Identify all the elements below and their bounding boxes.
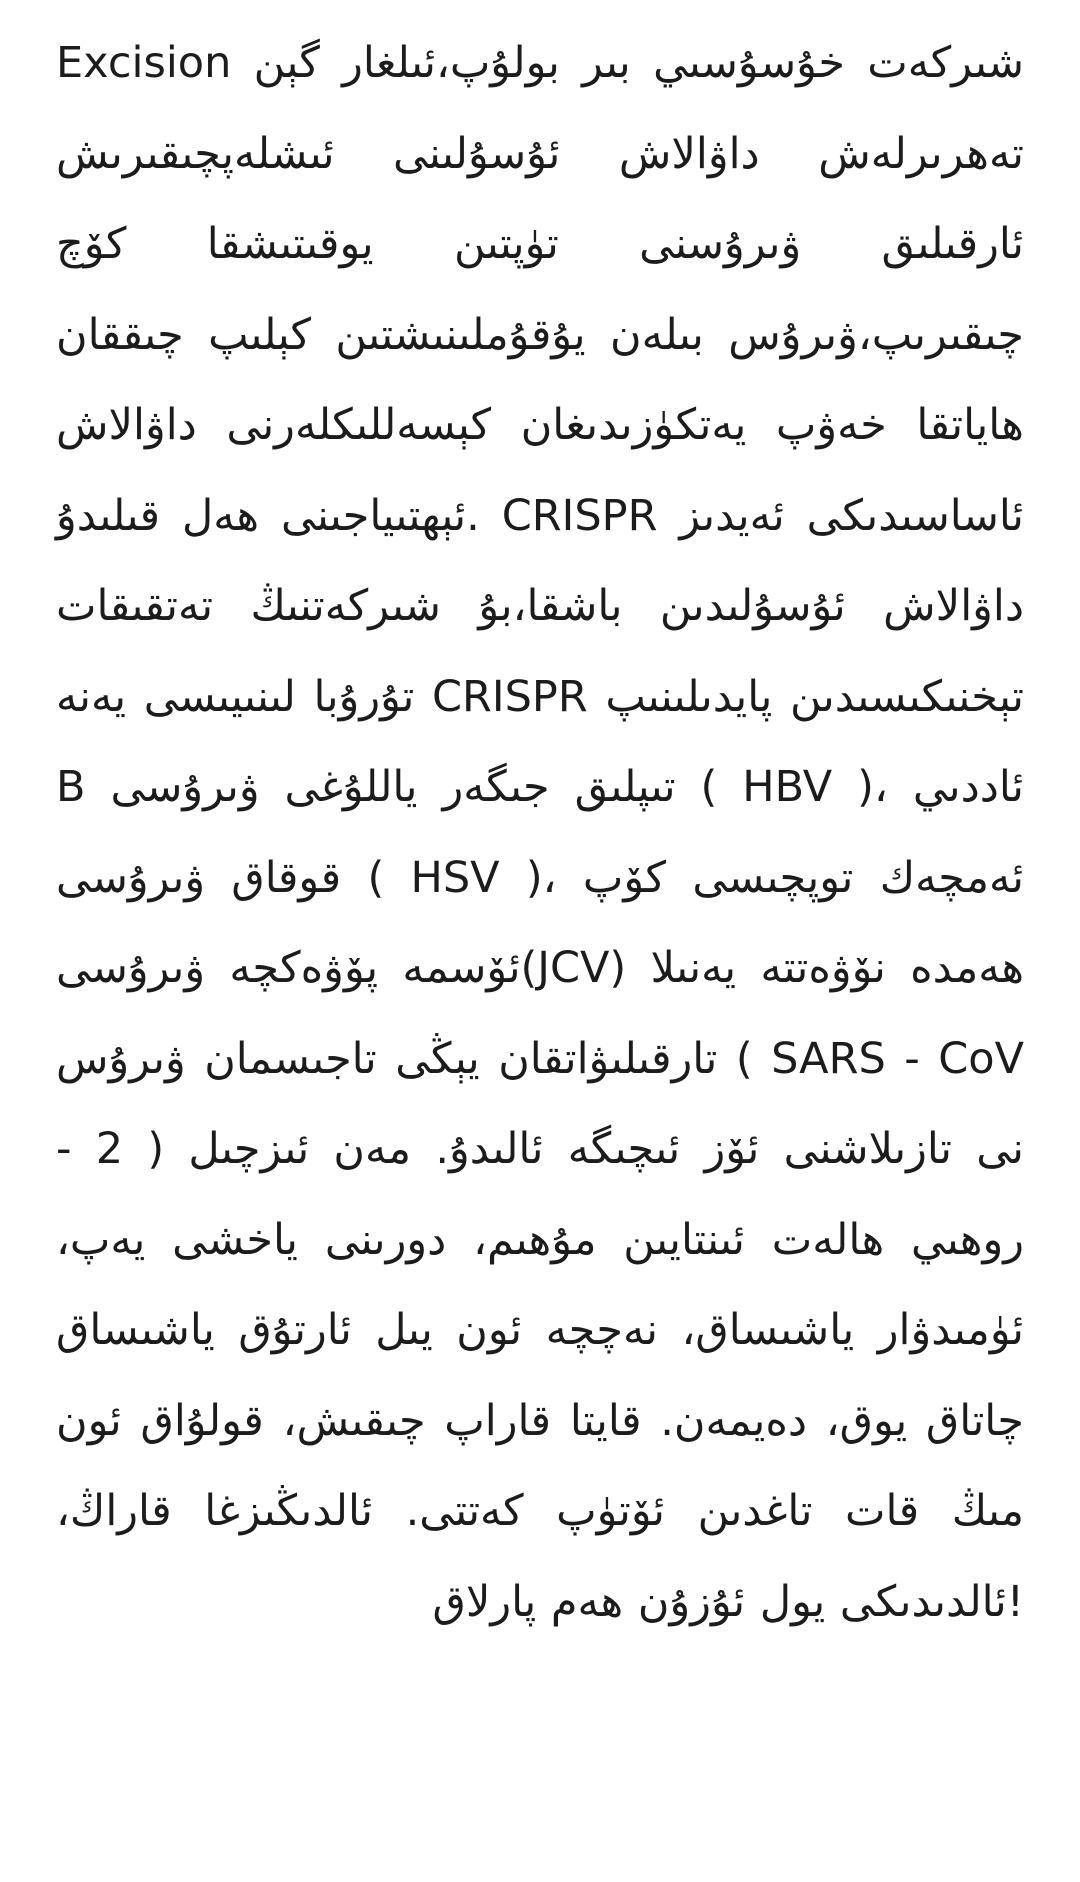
- article-body-text: Excision شىركەت خۇسۇسىي بىر بولۇپ،ئىلغار گېن تەھرىرلەش داۋالاش ئۇسۇلىنى ئىشلەپچىقىرىش ئارقىلىق ۋىرۇسنى تۈپتىن يوقىتىشقا كۆچ چىقىرىپ،ۋىرۇس بىلەن يۇقۇملىنىشتىن كېلىپ چىققان ھاياتقا خەۋپ يەتكۈزىدىغان كېسەللىكلەرنى داۋالاش ئېھتىياجىنى ھەل قىلىدۇ. CRISPR ئاساسىدىكى ئەيدىز داۋالاش ئۇسۇلىدىن باشقا،بۇ شىركەتنىڭ تەتقىقات تۇرۇبا لىنىيىسى يەنە CRISPR تېخنىكىسىدىن پايدىلىنىپ B تىپلىق جىگەر ياللۇغى ۋىرۇسى ( HBV )، ئاددىي قوقاق ۋىرۇسى ( HSV )، ئەمچەك توپچىسى كۆپ ئۆسمە پۆۋەكچە ۋىرۇسى(JCV) ھەمدە نۆۋەتتە يەنىلا تارقىلىۋاتقان يېڭى تاجىسمان ۋىرۇس ( SARS - CoV - 2 ) نى تازىلاشنى ئۆز ئىچىگە ئالىدۇ. مەن ئىزچىل روھىي ھالەت ئىنتايىن مۇھىم، دورىنى ياخشى يەپ، ئۈمىدۋار ياشىساق، نەچچە ئون يىل ئارتۇق ياشىساق چاتاق يوق، دەيمەن. قايتا قاراپ چىقىش، قولۇاق ئون مىڭ قات تاغدىن ئۆتۈپ كەتتى. ئالدىڭىزغا قاراڭ، ئالدىدىكى يول ئۇزۇن ھەم پارلاق!: [56, 38, 1025, 1627]
